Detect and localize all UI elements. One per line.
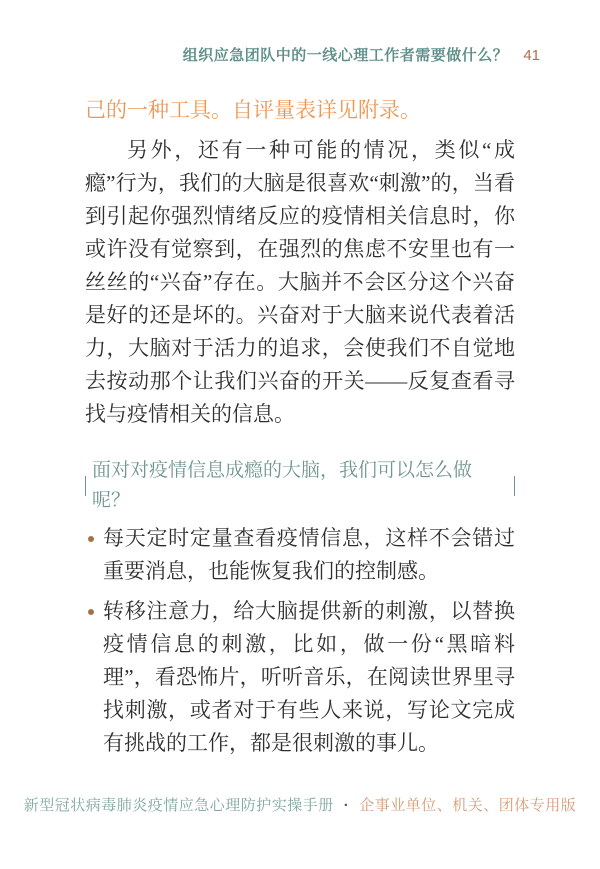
body-paragraph: 另外，还有一种可能的情况，类似“成瘾”行为，我们的大脑是很喜欢“刺激”的，当看到引起你强烈情绪反应的疫情相关信息时，你或许没有觉察到，在强烈的焦虑不安里也有一丝丝的“兴奋”存在。大脑并不会区分这个兴奋是好的还是坏的。兴奋对于大脑来说代表着活力，大脑对于活力的追求，会使我们不自觉地去按动那个让我们兴奋的开关——反复查看寻找与疫情相关的信息。 xyxy=(85,138,515,426)
footer-book-title: 新型冠状病毒肺炎疫情应急心理防护实操手册 xyxy=(23,797,334,814)
page-footer xyxy=(0,794,600,815)
bullet-list xyxy=(85,522,515,760)
page-number: 41 xyxy=(523,47,540,64)
list-item xyxy=(85,522,515,588)
list-item-text: 转移注意力，给大脑提供新的刺激，以替换疫情信息的刺激，比如，做一份“黑暗料理”，看恐怖片，听听音乐，在阅读世界里寻找刺激，或者对于有些人来说，写论文完成有挑战的工作，都是很刺激的事儿。 xyxy=(103,599,515,755)
section-heading xyxy=(85,456,515,516)
lead-sentence: 己的一种工具。自评量表详见附录。 xyxy=(85,98,421,122)
page-content xyxy=(85,0,515,760)
list-item xyxy=(85,595,515,760)
section-heading-text: 面对对疫情信息成瘾的大脑，我们可以怎么做呢？ xyxy=(92,460,473,511)
footer-separator-dot: · xyxy=(343,797,350,814)
section-heading-left-bar-icon xyxy=(85,476,86,496)
chapter-title: 组织应急团队中的一线心理工作者需要做什么？ xyxy=(182,47,509,64)
bullet-dot-icon xyxy=(88,536,94,542)
section-heading-right-bar-icon xyxy=(514,476,515,496)
footer-edition-label: 企事业单位、机关、团体专用版 xyxy=(359,797,577,814)
bullet-dot-icon xyxy=(88,609,94,615)
list-item-text: 每天定时定量查看疫情信息，这样不会错过重要消息，也能恢复我们的控制感。 xyxy=(103,526,515,583)
